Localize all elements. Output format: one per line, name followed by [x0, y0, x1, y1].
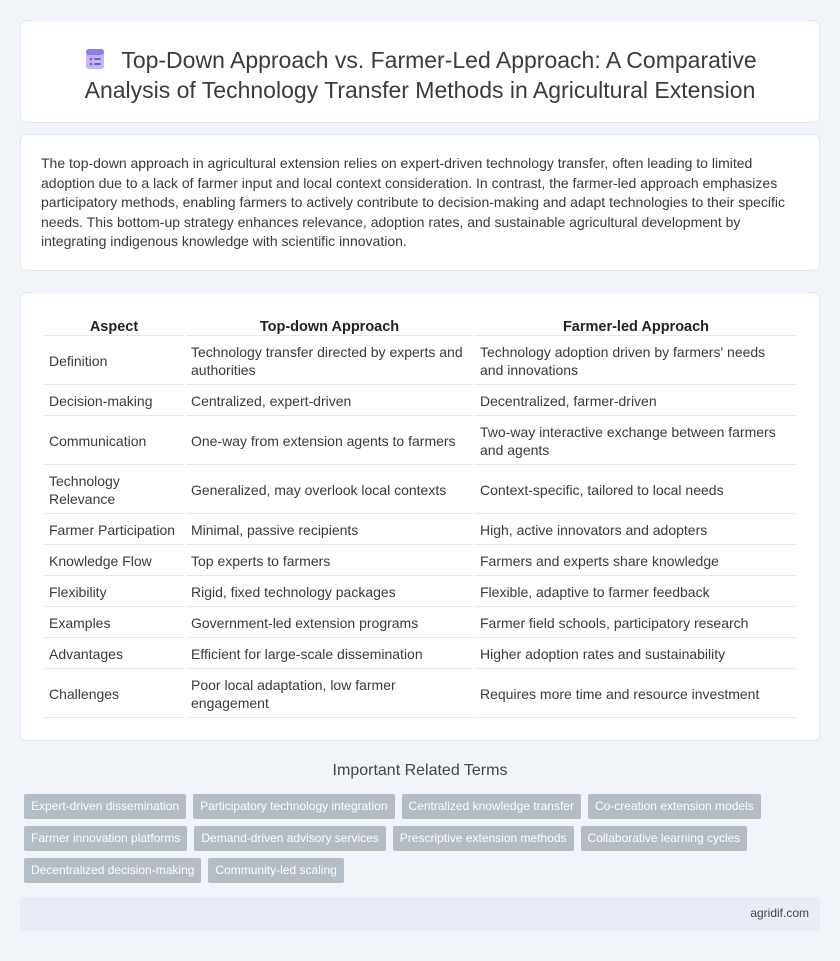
- footer: [20, 897, 820, 931]
- related-terms-tags: [24, 794, 814, 890]
- comparison-table: [42, 314, 799, 720]
- table-cell-farmer-led: Two-way interactive exchange between farmers and agents: [475, 418, 797, 465]
- table-row: [44, 547, 797, 576]
- table-row: [44, 467, 797, 514]
- table-cell-top-down: Rigid, fixed technology packages: [186, 578, 473, 607]
- table-cell-aspect: Technology Relevance: [44, 467, 184, 514]
- table-cell-aspect: Flexibility: [44, 578, 184, 607]
- page-title-text: Top-Down Approach vs. Farmer-Led Approach: A Comparative Analysis of Technology Transfer Methods in Agricultural Extension: [84, 47, 757, 103]
- table-cell-top-down: Top experts to farmers: [186, 547, 473, 576]
- related-term-tag[interactable]: Centralized knowledge transfer: [402, 794, 581, 819]
- footer-site-link[interactable]: agridif.com: [750, 906, 809, 920]
- table-cell-top-down: Poor local adaptation, low farmer engagement: [186, 671, 473, 718]
- related-term-tag[interactable]: Co-creation extension models: [588, 794, 761, 819]
- table-row: [44, 338, 797, 385]
- table-row: [44, 609, 797, 638]
- table-cell-aspect: Knowledge Flow: [44, 547, 184, 576]
- related-term-tag[interactable]: Participatory technology integration: [193, 794, 394, 819]
- title-card: [20, 20, 820, 123]
- table-row: [44, 418, 797, 465]
- table-cell-top-down: Technology transfer directed by experts and authorities: [186, 338, 473, 385]
- table-cell-aspect: Farmer Participation: [44, 516, 184, 545]
- column-header-aspect: Aspect: [44, 316, 184, 336]
- table-cell-farmer-led: Context-specific, tailored to local needs: [475, 467, 797, 514]
- table-cell-farmer-led: Farmer field schools, participatory research: [475, 609, 797, 638]
- table-cell-top-down: Government-led extension programs: [186, 609, 473, 638]
- table-cell-farmer-led: High, active innovators and adopters: [475, 516, 797, 545]
- table-cell-aspect: Advantages: [44, 640, 184, 669]
- table-cell-top-down: One-way from extension agents to farmers: [186, 418, 473, 465]
- related-term-tag[interactable]: Demand-driven advisory services: [194, 826, 385, 851]
- page-title: [51, 45, 789, 105]
- document-list-icon: [83, 47, 107, 71]
- related-terms-heading: Important Related Terms: [332, 762, 508, 779]
- table-row: [44, 516, 797, 545]
- related-term-tag[interactable]: Collaborative learning cycles: [581, 826, 748, 851]
- table-cell-aspect: Decision-making: [44, 387, 184, 416]
- table-header-row: [44, 316, 797, 336]
- table-cell-farmer-led: Higher adoption rates and sustainability: [475, 640, 797, 669]
- intro-card: [20, 134, 820, 271]
- related-term-tag[interactable]: Farmer innovation platforms: [24, 826, 187, 851]
- related-term-tag[interactable]: Prescriptive extension methods: [393, 826, 574, 851]
- table-cell-top-down: Efficient for large-scale dissemination: [186, 640, 473, 669]
- intro-paragraph: The top-down approach in agricultural extension relies on expert-driven technology transfer, often leading to limited adoption due to a lack of farmer input and local context consideration. In contrast, the farmer-led approach emphasizes participatory methods, enabling farmers to actively contribute to decision-making and adapt technologies to their specific needs. This bottom-up strategy enhances relevance, adoption rates, and sustainable agricultural development by integrating indigenous knowledge with scientific innovation.: [41, 155, 785, 249]
- table-cell-aspect: Communication: [44, 418, 184, 465]
- table-cell-aspect: Challenges: [44, 671, 184, 718]
- table-row: [44, 671, 797, 718]
- related-term-tag[interactable]: Community-led scaling: [208, 858, 343, 883]
- column-header-top-down: Top-down Approach: [186, 316, 473, 336]
- table-cell-top-down: Minimal, passive recipients: [186, 516, 473, 545]
- table-row: [44, 387, 797, 416]
- table-cell-top-down: Generalized, may overlook local contexts: [186, 467, 473, 514]
- table-row: [44, 640, 797, 669]
- table-cell-aspect: Definition: [44, 338, 184, 385]
- comparison-table-card: [20, 292, 820, 741]
- table-cell-aspect: Examples: [44, 609, 184, 638]
- table-cell-top-down: Centralized, expert-driven: [186, 387, 473, 416]
- table-cell-farmer-led: Decentralized, farmer-driven: [475, 387, 797, 416]
- related-term-tag[interactable]: Decentralized decision-making: [24, 858, 201, 883]
- table-cell-farmer-led: Technology adoption driven by farmers' needs and innovations: [475, 338, 797, 385]
- table-cell-farmer-led: Requires more time and resource investment: [475, 671, 797, 718]
- table-cell-farmer-led: Farmers and experts share knowledge: [475, 547, 797, 576]
- table-row: [44, 578, 797, 607]
- table-cell-farmer-led: Flexible, adaptive to farmer feedback: [475, 578, 797, 607]
- related-term-tag[interactable]: Expert-driven dissemination: [24, 794, 186, 819]
- column-header-farmer-led: Farmer-led Approach: [475, 316, 797, 336]
